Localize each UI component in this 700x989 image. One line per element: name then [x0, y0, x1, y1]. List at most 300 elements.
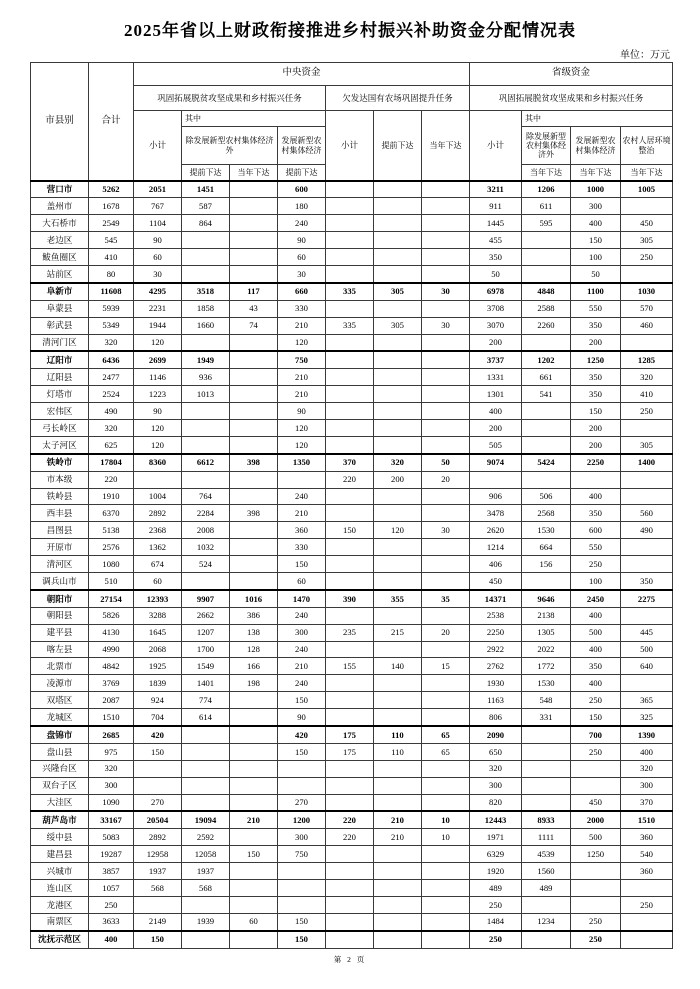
value-cell: 1250	[571, 846, 621, 863]
value-cell	[230, 777, 278, 794]
value-cell	[422, 709, 470, 726]
value-cell: 5939	[89, 300, 134, 317]
value-cell	[374, 556, 422, 573]
value-cell	[422, 607, 470, 624]
value-cell: 350	[470, 249, 522, 266]
value-cell: 325	[621, 709, 673, 726]
value-cell: 355	[374, 590, 422, 607]
value-cell	[326, 572, 374, 589]
value-cell: 20	[422, 624, 470, 641]
value-cell: 3070	[470, 317, 522, 334]
value-cell: 2685	[89, 726, 134, 743]
value-cell: 3211	[470, 181, 522, 198]
value-cell: 1362	[134, 539, 182, 556]
table-row	[31, 317, 673, 334]
value-cell: 410	[89, 249, 134, 266]
value-cell: 1080	[89, 556, 134, 573]
value-cell: 200	[571, 419, 621, 436]
value-cell	[422, 641, 470, 658]
region-name-cell: 葫芦岛市	[31, 811, 89, 828]
value-cell: 110	[374, 726, 422, 743]
value-cell	[182, 232, 230, 249]
value-cell: 398	[230, 454, 278, 471]
table-row	[31, 215, 673, 232]
value-cell: 19287	[89, 846, 134, 863]
value-cell: 1510	[89, 709, 134, 726]
value-cell: 175	[326, 743, 374, 760]
value-cell: 60	[278, 572, 326, 589]
region-name-cell: 清河区	[31, 556, 89, 573]
value-cell: 300	[571, 198, 621, 215]
value-cell	[522, 931, 571, 948]
value-cell: 700	[571, 726, 621, 743]
value-cell: 90	[134, 403, 182, 420]
value-cell: 1530	[522, 675, 571, 692]
value-cell: 120	[278, 419, 326, 436]
value-cell	[422, 863, 470, 880]
value-cell: 595	[522, 215, 571, 232]
value-cell	[621, 419, 673, 436]
header-central-new-collective: 发展新型农村集体经济	[278, 127, 326, 165]
value-cell: 2568	[522, 505, 571, 522]
region-name-cell: 铁岭县	[31, 488, 89, 505]
value-cell	[326, 641, 374, 658]
value-cell: 150	[230, 846, 278, 863]
value-cell	[422, 488, 470, 505]
value-cell: 2588	[522, 300, 571, 317]
table-row	[31, 726, 673, 743]
value-cell: 140	[374, 658, 422, 675]
value-cell	[230, 863, 278, 880]
value-cell	[230, 931, 278, 948]
value-cell: 331	[522, 709, 571, 726]
value-cell	[182, 777, 230, 794]
value-cell: 175	[326, 726, 374, 743]
value-cell	[326, 539, 374, 556]
value-cell	[326, 386, 374, 403]
value-cell: 150	[326, 522, 374, 539]
value-cell	[230, 403, 278, 420]
value-cell: 3478	[470, 505, 522, 522]
value-cell	[522, 419, 571, 436]
value-cell	[374, 846, 422, 863]
value-cell: 330	[278, 300, 326, 317]
region-name-cell: 灯塔市	[31, 386, 89, 403]
value-cell: 1331	[470, 369, 522, 386]
value-cell: 60	[278, 249, 326, 266]
value-cell: 150	[134, 743, 182, 760]
region-name-cell: 建平县	[31, 624, 89, 641]
value-cell: 1858	[182, 300, 230, 317]
region-name-cell: 北票市	[31, 658, 89, 675]
table-row	[31, 556, 673, 573]
value-cell: 545	[89, 232, 134, 249]
value-cell	[422, 232, 470, 249]
header-p-env-current: 当年下达	[621, 165, 673, 181]
table-body	[31, 181, 673, 949]
region-name-cell: 绥中县	[31, 829, 89, 846]
value-cell	[230, 369, 278, 386]
value-cell	[422, 334, 470, 351]
value-cell: 305	[621, 232, 673, 249]
value-cell: 6978	[470, 283, 522, 300]
value-cell	[326, 181, 374, 198]
value-cell	[230, 829, 278, 846]
value-cell: 30	[422, 283, 470, 300]
value-cell: 250	[470, 896, 522, 913]
value-cell: 2250	[470, 624, 522, 641]
value-cell: 5349	[89, 317, 134, 334]
value-cell: 60	[134, 249, 182, 266]
value-cell	[326, 692, 374, 709]
value-cell	[422, 572, 470, 589]
value-cell	[326, 232, 374, 249]
value-cell: 300	[278, 829, 326, 846]
region-name-cell: 昌图县	[31, 522, 89, 539]
value-cell: 1032	[182, 539, 230, 556]
header-farm-advance: 提前下达	[374, 111, 422, 181]
value-cell: 270	[134, 794, 182, 811]
value-cell	[182, 436, 230, 453]
value-cell: 1250	[571, 351, 621, 368]
value-cell: 305	[374, 317, 422, 334]
value-cell: 150	[278, 913, 326, 930]
value-cell: 505	[470, 436, 522, 453]
value-cell: 568	[182, 880, 230, 897]
value-cell: 2549	[89, 215, 134, 232]
value-cell	[278, 760, 326, 777]
value-cell: 6370	[89, 505, 134, 522]
region-name-cell: 连山区	[31, 880, 89, 897]
value-cell: 250	[621, 249, 673, 266]
value-cell	[522, 743, 571, 760]
page-number: 第 2 页	[333, 955, 367, 964]
table-row	[31, 896, 673, 913]
value-cell: 100	[571, 572, 621, 589]
value-cell: 360	[278, 522, 326, 539]
region-name-cell: 兴城市	[31, 863, 89, 880]
table-row	[31, 488, 673, 505]
value-cell	[182, 726, 230, 743]
region-name-cell: 大洼区	[31, 794, 89, 811]
value-cell: 14371	[470, 590, 522, 607]
table-row	[31, 436, 673, 453]
value-cell: 2008	[182, 522, 230, 539]
value-cell: 406	[470, 556, 522, 573]
value-cell	[422, 436, 470, 453]
value-cell: 250	[571, 931, 621, 948]
value-cell: 661	[522, 369, 571, 386]
value-cell: 386	[230, 607, 278, 624]
value-cell: 911	[470, 198, 522, 215]
value-cell	[230, 249, 278, 266]
value-cell: 1510	[621, 811, 673, 828]
value-cell: 614	[182, 709, 230, 726]
value-cell: 305	[621, 436, 673, 453]
value-cell	[422, 794, 470, 811]
value-cell	[422, 419, 470, 436]
header-provincial-among: 其中	[522, 111, 673, 127]
value-cell: 398	[230, 505, 278, 522]
value-cell: 400	[571, 607, 621, 624]
table-row	[31, 572, 673, 589]
value-cell: 350	[571, 317, 621, 334]
value-cell: 250	[621, 403, 673, 420]
value-cell	[621, 334, 673, 351]
value-cell	[230, 896, 278, 913]
value-cell	[182, 249, 230, 266]
value-cell: 200	[571, 436, 621, 453]
value-cell: 320	[89, 419, 134, 436]
value-cell: 1030	[621, 283, 673, 300]
value-cell: 12443	[470, 811, 522, 828]
value-cell: 550	[571, 300, 621, 317]
value-cell	[374, 249, 422, 266]
table-row	[31, 931, 673, 948]
value-cell: 548	[522, 692, 571, 709]
table-row	[31, 403, 673, 420]
value-cell: 400	[621, 743, 673, 760]
value-cell	[326, 403, 374, 420]
value-cell: 30	[134, 265, 182, 282]
value-cell: 335	[326, 283, 374, 300]
value-cell: 220	[326, 829, 374, 846]
region-name-cell: 鲅鱼圈区	[31, 249, 89, 266]
value-cell	[278, 471, 326, 488]
value-cell: 524	[182, 556, 230, 573]
value-cell: 210	[278, 505, 326, 522]
value-cell: 1234	[522, 913, 571, 930]
value-cell: 250	[571, 743, 621, 760]
value-cell: 1700	[182, 641, 230, 658]
value-cell: 120	[134, 436, 182, 453]
value-cell	[422, 505, 470, 522]
region-name-cell: 大石桥市	[31, 215, 89, 232]
value-cell: 360	[621, 829, 673, 846]
value-cell: 9074	[470, 454, 522, 471]
value-cell	[374, 794, 422, 811]
value-cell: 320	[374, 454, 422, 471]
value-cell	[230, 726, 278, 743]
value-cell: 2538	[470, 607, 522, 624]
value-cell: 235	[326, 624, 374, 641]
value-cell: 250	[571, 692, 621, 709]
value-cell	[134, 777, 182, 794]
value-cell: 6436	[89, 351, 134, 368]
value-cell: 180	[278, 198, 326, 215]
value-cell	[422, 692, 470, 709]
value-cell: 250	[89, 896, 134, 913]
value-cell: 210	[278, 386, 326, 403]
value-cell: 166	[230, 658, 278, 675]
value-cell: 2524	[89, 386, 134, 403]
value-cell: 12393	[134, 590, 182, 607]
value-cell: 150	[571, 232, 621, 249]
value-cell	[230, 709, 278, 726]
value-cell	[326, 488, 374, 505]
value-cell: 1214	[470, 539, 522, 556]
region-name-cell: 朝阳县	[31, 607, 89, 624]
table-row	[31, 675, 673, 692]
value-cell	[374, 572, 422, 589]
value-cell	[374, 539, 422, 556]
value-cell: 300	[278, 624, 326, 641]
region-name-cell: 营口市	[31, 181, 89, 198]
value-cell: 2068	[134, 641, 182, 658]
header-central-subtotal: 小计	[134, 111, 182, 181]
value-cell	[230, 539, 278, 556]
value-cell: 1910	[89, 488, 134, 505]
value-cell	[422, 369, 470, 386]
value-cell: 936	[182, 369, 230, 386]
value-cell: 420	[278, 726, 326, 743]
value-cell: 2051	[134, 181, 182, 198]
value-cell	[522, 232, 571, 249]
value-cell: 250	[571, 913, 621, 930]
value-cell: 625	[89, 436, 134, 453]
value-cell: 445	[621, 624, 673, 641]
value-cell	[230, 419, 278, 436]
value-cell: 1660	[182, 317, 230, 334]
value-cell	[230, 351, 278, 368]
value-cell	[522, 726, 571, 743]
value-cell: 150	[278, 692, 326, 709]
header-c-ex-current: 当年下达	[230, 165, 278, 181]
region-name-cell: 站前区	[31, 265, 89, 282]
value-cell: 1920	[470, 863, 522, 880]
value-cell	[326, 794, 374, 811]
value-cell	[374, 641, 422, 658]
value-cell	[621, 198, 673, 215]
value-cell: 1839	[134, 675, 182, 692]
value-cell	[278, 777, 326, 794]
value-cell: 360	[621, 863, 673, 880]
value-cell: 674	[134, 556, 182, 573]
value-cell	[326, 709, 374, 726]
value-cell: 9907	[182, 590, 230, 607]
value-cell: 50	[571, 265, 621, 282]
value-cell: 1207	[182, 624, 230, 641]
value-cell	[182, 419, 230, 436]
value-cell: 250	[470, 931, 522, 948]
value-cell: 1401	[182, 675, 230, 692]
value-cell: 200	[470, 419, 522, 436]
value-cell: 2450	[571, 590, 621, 607]
value-cell: 138	[230, 624, 278, 641]
region-name-cell: 喀左县	[31, 641, 89, 658]
value-cell: 611	[522, 198, 571, 215]
value-cell: 20	[422, 471, 470, 488]
value-cell: 1013	[182, 386, 230, 403]
value-cell: 3737	[470, 351, 522, 368]
region-name-cell: 宏伟区	[31, 403, 89, 420]
value-cell: 1090	[89, 794, 134, 811]
value-cell: 1949	[182, 351, 230, 368]
value-cell	[374, 777, 422, 794]
value-cell: 2592	[182, 829, 230, 846]
value-cell: 2699	[134, 351, 182, 368]
value-cell	[326, 913, 374, 930]
value-cell: 924	[134, 692, 182, 709]
value-cell	[422, 351, 470, 368]
value-cell: 1560	[522, 863, 571, 880]
value-cell	[571, 471, 621, 488]
value-cell: 640	[621, 658, 673, 675]
table-row	[31, 471, 673, 488]
value-cell: 6329	[470, 846, 522, 863]
value-cell	[326, 300, 374, 317]
table-header	[31, 63, 673, 181]
value-cell: 155	[326, 658, 374, 675]
value-cell: 1005	[621, 181, 673, 198]
header-central-among: 其中	[182, 111, 326, 127]
value-cell: 1004	[134, 488, 182, 505]
value-cell	[278, 896, 326, 913]
value-cell	[374, 351, 422, 368]
value-cell: 540	[621, 846, 673, 863]
value-cell	[374, 232, 422, 249]
value-cell	[522, 334, 571, 351]
value-cell: 5138	[89, 522, 134, 539]
value-cell	[326, 265, 374, 282]
value-cell	[522, 794, 571, 811]
value-cell: 4842	[89, 658, 134, 675]
value-cell: 560	[621, 505, 673, 522]
region-name-cell: 双塔区	[31, 692, 89, 709]
value-cell	[326, 760, 374, 777]
value-cell: 1971	[470, 829, 522, 846]
value-cell	[326, 880, 374, 897]
value-cell: 8933	[522, 811, 571, 828]
value-cell: 43	[230, 300, 278, 317]
value-cell: 250	[571, 556, 621, 573]
value-cell: 3518	[182, 283, 230, 300]
value-cell: 20504	[134, 811, 182, 828]
value-cell	[230, 181, 278, 198]
table-row	[31, 522, 673, 539]
value-cell	[422, 675, 470, 692]
value-cell: 400	[571, 488, 621, 505]
value-cell: 2138	[522, 607, 571, 624]
value-cell	[422, 846, 470, 863]
table-row	[31, 334, 673, 351]
value-cell	[621, 607, 673, 624]
value-cell: 335	[326, 317, 374, 334]
table-row	[31, 300, 673, 317]
value-cell: 2087	[89, 692, 134, 709]
value-cell	[374, 436, 422, 453]
unit-note: 单位：万元	[620, 50, 670, 61]
value-cell	[571, 880, 621, 897]
region-name-cell: 建昌县	[31, 846, 89, 863]
value-cell	[374, 369, 422, 386]
value-cell	[374, 403, 422, 420]
table-row	[31, 846, 673, 863]
value-cell: 1104	[134, 215, 182, 232]
value-cell	[182, 265, 230, 282]
table-row	[31, 539, 673, 556]
value-cell: 510	[89, 572, 134, 589]
value-cell: 820	[470, 794, 522, 811]
value-cell: 90	[278, 709, 326, 726]
value-cell: 10	[422, 811, 470, 828]
value-cell	[374, 505, 422, 522]
value-cell	[326, 215, 374, 232]
value-cell	[374, 760, 422, 777]
value-cell: 33167	[89, 811, 134, 828]
header-central-task2: 欠发达国有农场巩固提升任务	[326, 86, 470, 111]
region-name-cell: 兴隆台区	[31, 760, 89, 777]
